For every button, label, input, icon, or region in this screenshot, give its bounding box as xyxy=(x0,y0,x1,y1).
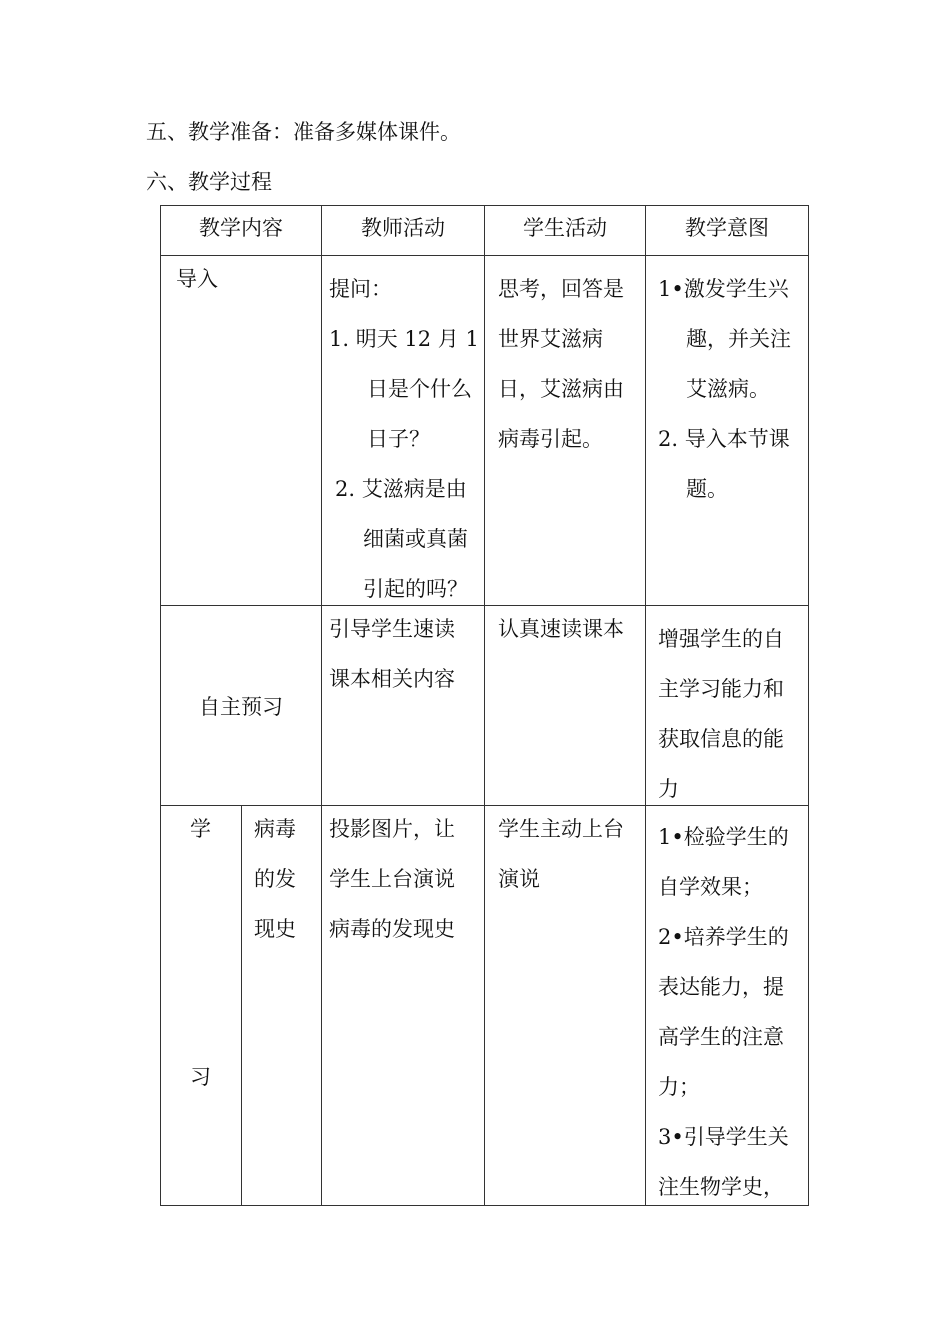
subtopic-line: 的发 xyxy=(254,867,296,891)
teacher-line: 病毒的发现史 xyxy=(329,917,455,941)
intent-line: 主学习能力和 xyxy=(658,677,784,701)
teacher-q1-line3: 日子？ xyxy=(367,427,430,451)
teacher-q2-line1: 2. 艾滋病是由 xyxy=(335,477,467,501)
header-content: 教学内容 xyxy=(199,216,283,240)
row-intro-teacher xyxy=(329,264,484,614)
student-line: 世界艾滋病 xyxy=(498,327,603,351)
row-learn-teacher xyxy=(329,804,455,954)
teacher-q1-line1: 1. 明天 12 月 1 xyxy=(329,327,479,351)
teacher-intro: 提问： xyxy=(329,277,392,301)
row-learn-student xyxy=(498,804,624,904)
student-line: 演说 xyxy=(498,867,540,891)
header-intent: 教学意图 xyxy=(685,216,769,240)
intent-line: 趣，并关注 xyxy=(686,327,791,351)
row-learn-intent xyxy=(658,812,789,1212)
row-self-content: 自主预习 xyxy=(199,695,283,719)
teacher-line: 学生上台演说 xyxy=(329,867,455,891)
row-intro-student xyxy=(498,264,624,464)
intent-line: 获取信息的能 xyxy=(658,727,784,751)
row-intro-intent xyxy=(658,264,791,514)
subtopic-line: 病毒 xyxy=(254,817,296,841)
teacher-line: 引导学生速读 xyxy=(329,617,455,641)
section-6-heading: 六、教学过程 xyxy=(146,170,272,194)
header-student: 学生活动 xyxy=(523,216,607,240)
student-line: 思考，回答是 xyxy=(498,277,624,301)
intent-line: 2. 导入本节课 xyxy=(658,427,790,451)
student-line: 病毒引起。 xyxy=(498,427,603,451)
teacher-q2-line3: 引起的吗？ xyxy=(363,577,468,601)
teacher-q1-line2: 日是个什么 xyxy=(367,377,472,401)
header-teacher: 教师活动 xyxy=(361,216,445,240)
row-self-student xyxy=(498,604,624,654)
row-learn-content-top: 学 xyxy=(190,817,211,841)
intent-line: 增强学生的自 xyxy=(658,627,784,651)
row-intro-content: 导入 xyxy=(176,267,218,291)
student-line: 学生主动上台 xyxy=(498,817,624,841)
intent-line: 力； xyxy=(658,1075,700,1099)
intent-line: 3•引导学生关 xyxy=(658,1125,789,1149)
intent-line: 自学效果； xyxy=(658,875,763,899)
section-5-preparation: 五、教学准备：准备多媒体课件。 xyxy=(146,120,461,144)
teacher-q2-line2: 细菌或真菌 xyxy=(363,527,468,551)
student-line: 认真速读课本 xyxy=(498,617,624,641)
intent-line: 1•检验学生的 xyxy=(658,825,789,849)
teacher-line: 课本相关内容 xyxy=(329,667,455,691)
row-learn-subtopic xyxy=(254,804,296,954)
intent-line: 表达能力，提 xyxy=(658,975,784,999)
student-line: 日，艾滋病由 xyxy=(498,377,624,401)
teacher-line: 投影图片，让 xyxy=(329,817,455,841)
intent-line: 高学生的注意 xyxy=(658,1025,784,1049)
row-self-intent xyxy=(658,614,784,814)
row-self-teacher xyxy=(329,604,455,704)
intent-line: 艾滋病。 xyxy=(686,377,770,401)
subtopic-line: 现史 xyxy=(254,917,296,941)
intent-line: 2•培养学生的 xyxy=(658,925,789,949)
intent-line: 1•激发学生兴 xyxy=(658,277,789,301)
row-learn-content-bottom: 习 xyxy=(190,1065,211,1089)
intent-line: 题。 xyxy=(686,477,728,501)
intent-line: 力 xyxy=(658,777,679,801)
intent-line: 注生物学史， xyxy=(658,1175,784,1199)
